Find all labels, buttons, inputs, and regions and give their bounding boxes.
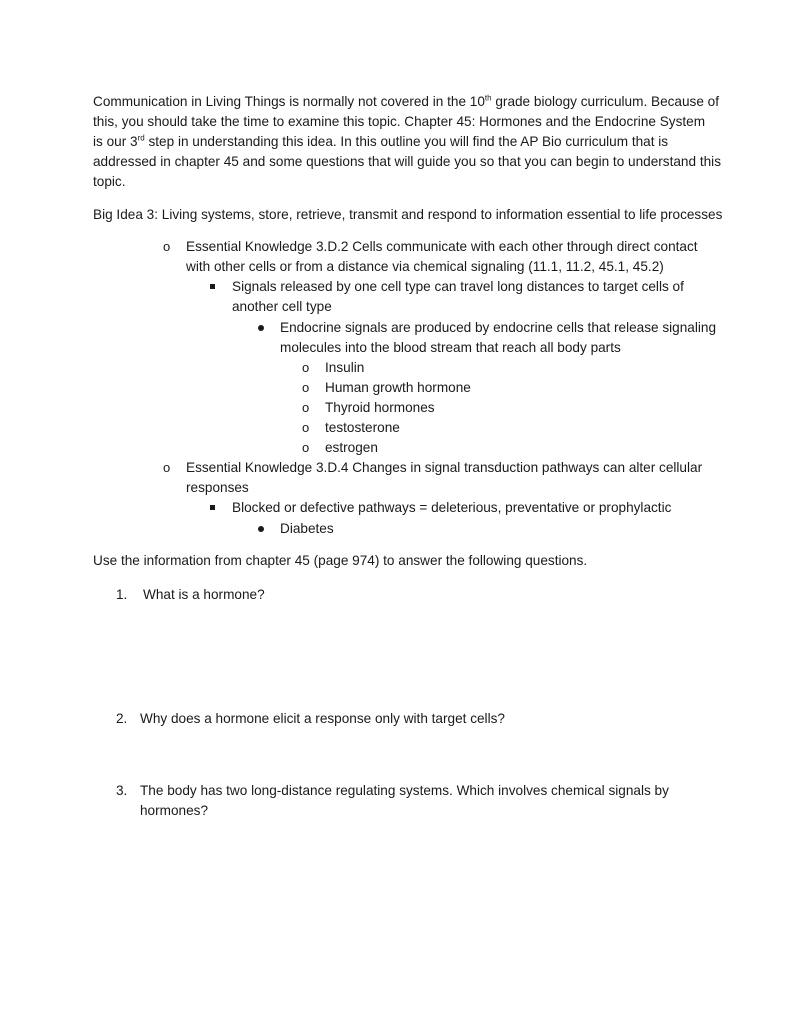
essential-knowledge-1-line-2: with other cells or from a distance via chemical signaling (11.1, 11.2, 45.1, 45.2) — [186, 259, 664, 274]
square-bullet-icon — [210, 284, 215, 289]
superscript: th — [484, 93, 492, 103]
hormone-item: estrogen — [325, 440, 378, 455]
question-3-line-2: hormones? — [140, 803, 209, 818]
outline-circle-marker: o — [163, 239, 171, 254]
signals-line-2: another cell type — [232, 299, 332, 314]
instructions: Use the information from chapter 45 (page 974) to answer the following questions. — [93, 553, 588, 568]
blocked-pathways: Blocked or defective pathways = deleterious, preventative or prophylactic — [232, 500, 672, 515]
question-number: 2. — [116, 711, 128, 726]
hormone-item: testosterone — [325, 420, 400, 435]
outline-circle-marker: o — [302, 360, 310, 375]
intro-line-4: addressed in chapter 45 and some questions that will guide you so that you can begin to understand this — [93, 154, 721, 169]
superscript: rd — [137, 133, 145, 143]
hormone-item: Human growth hormone — [325, 380, 471, 395]
intro-line-3 — [93, 132, 713, 152]
intro-line-1 — [93, 92, 720, 112]
signals-line-1: Signals released by one cell type can travel long distances to target cells of — [232, 279, 684, 294]
endocrine-line-1: Endocrine signals are produced by endocrine cells that release signaling — [280, 320, 717, 335]
intro-paragraph — [93, 92, 721, 192]
question-2-text: Why does a hormone elicit a response only with target cells? — [140, 711, 505, 726]
round-bullet-icon — [258, 325, 264, 331]
diabetes-item: Diabetes — [280, 521, 334, 536]
intro-text: is our 3 — [93, 134, 138, 149]
outline-circle-marker: o — [302, 420, 310, 435]
question-number: 1. — [116, 587, 128, 602]
endocrine-line-2: molecules into the blood stream that reach all body parts — [280, 340, 621, 355]
outline-circle-marker: o — [302, 440, 310, 455]
hormone-item: Thyroid hormones — [325, 400, 435, 415]
essential-knowledge-1-line-1: Essential Knowledge 3.D.2 Cells communicate with each other through direct contact — [186, 239, 698, 254]
outline-circle-marker: o — [163, 460, 171, 475]
hormone-item: Insulin — [325, 360, 365, 375]
intro-line-5: topic. — [93, 174, 126, 189]
intro-text: grade biology curriculum. Because of — [491, 94, 720, 109]
question-3-line-1: The body has two long-distance regulating systems. Which involves chemical signals by — [140, 783, 669, 798]
intro-text: Communication in Living Things is normally not covered in the 10 — [93, 94, 485, 109]
outline-circle-marker: o — [302, 380, 310, 395]
essential-knowledge-2-line-1: Essential Knowledge 3.D.4 Changes in signal transduction pathways can alter cellular — [186, 460, 703, 475]
intro-line-2: this, you should take the time to examine this topic. Chapter 45: Hormones and the Endocrine System — [93, 114, 706, 129]
square-bullet-icon — [210, 505, 215, 510]
question-number: 3. — [116, 783, 128, 798]
outline-circle-marker: o — [302, 400, 310, 415]
round-bullet-icon — [258, 526, 264, 532]
question-1-text: What is a hormone? — [143, 587, 265, 602]
essential-knowledge-2-line-2: responses — [186, 480, 249, 495]
big-idea-heading: Big Idea 3: Living systems, store, retrieve, transmit and respond to information essential to life processes — [93, 207, 723, 222]
intro-text: step in understanding this idea. In this outline you will find the AP Bio curriculum that is — [144, 134, 669, 149]
